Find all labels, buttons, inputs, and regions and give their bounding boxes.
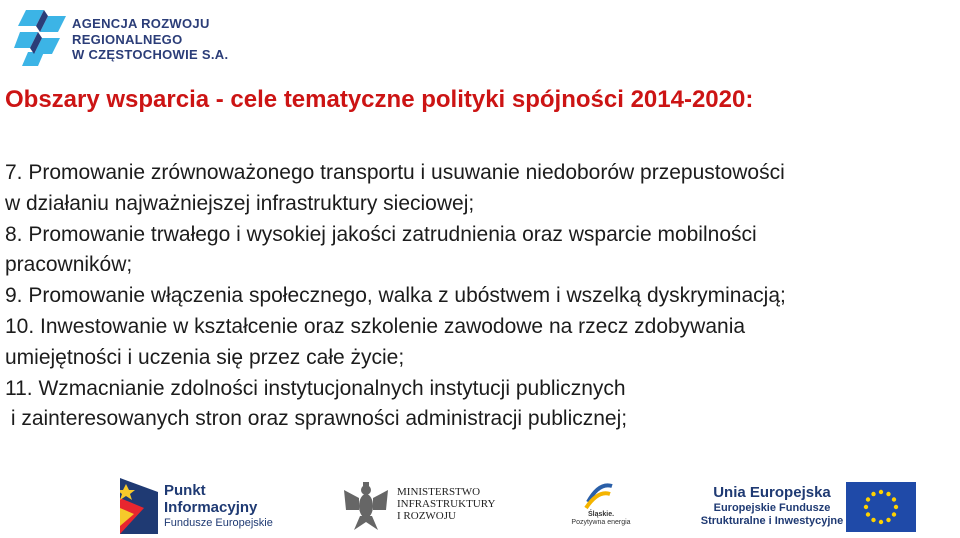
page-title: Obszary wsparcia - cele tematyczne polityki spójności 2014-2020: bbox=[5, 86, 754, 113]
punkt-line-3: Fundusze Europejskie bbox=[164, 517, 273, 529]
body-line: 11. Wzmacnianie zdolności instytucjonalnych instytucji publicznych bbox=[5, 376, 626, 400]
logo-line-3: W CZĘSTOCHOWIE S.A. bbox=[72, 47, 229, 62]
eu-line-1: Unia Europejska bbox=[713, 484, 831, 501]
body-line: 8. Promowanie trwałego i wysokiej jakości zatrudnienia oraz wsparcie mobilności bbox=[5, 222, 757, 246]
slaskie-icon bbox=[584, 482, 614, 510]
ministry-line-3: I ROZWOJU bbox=[397, 510, 456, 522]
eu-funds-text bbox=[698, 484, 846, 528]
ministry-text bbox=[397, 486, 495, 522]
ministry-line-1: MINISTERSTWO bbox=[397, 486, 481, 498]
eu-star-icon bbox=[886, 492, 890, 496]
body-line: i zainteresowanych stron oraz sprawności administracji publicznej; bbox=[5, 407, 628, 431]
punkt-informacyjny-text bbox=[164, 482, 273, 530]
eu-star-icon bbox=[892, 497, 896, 501]
slaskie-line-1: Śląskie. bbox=[587, 511, 615, 518]
eu-line-3: Strukturalne i Inwestycyjne bbox=[700, 515, 844, 527]
fundusze-europejskie-icon bbox=[120, 478, 158, 534]
logo-line-1: AGENCJA ROZWOJU bbox=[72, 16, 210, 31]
eu-star-icon bbox=[879, 520, 883, 524]
slaskie-line-2: Pozytywna energia bbox=[571, 519, 631, 526]
agency-logo-text bbox=[72, 16, 228, 63]
punkt-line-2: Informacyjny bbox=[164, 499, 258, 516]
body-line: 9. Promowanie włączenia społecznego, walka z ubóstwem i wszelką dyskryminacją; bbox=[5, 284, 786, 308]
eu-star-icon bbox=[886, 518, 890, 522]
body-line: 10. Inwestowanie w kształcenie oraz szkolenie zawodowe na rzecz zdobywania bbox=[5, 314, 746, 338]
logo-line-2: REGIONALNEGO bbox=[72, 31, 183, 47]
eu-star-icon bbox=[871, 492, 875, 496]
ministry-line-2: INFRASTRUKTURY bbox=[397, 498, 496, 510]
body-line: 7. Promowanie zrównoważonego transportu i usuwanie niedoborów przepustowości bbox=[5, 161, 785, 184]
eu-star-icon bbox=[879, 490, 883, 494]
eu-star-icon bbox=[894, 505, 898, 509]
body-line: umiejętności i uczenia się przez całe życie; bbox=[5, 345, 405, 369]
body-line: pracowników; bbox=[5, 253, 133, 277]
eu-line-2: Europejskie Fundusze bbox=[713, 502, 831, 514]
objectives-list bbox=[5, 158, 960, 435]
eu-star-icon bbox=[892, 512, 896, 516]
body-line: w działaniu najważniejszej infrastruktury sieciowej; bbox=[5, 191, 475, 215]
eu-flag-icon bbox=[846, 482, 916, 532]
eu-star-icon bbox=[866, 497, 870, 501]
eu-star-icon bbox=[866, 512, 870, 516]
eu-star-icon bbox=[864, 505, 868, 509]
polish-eagle-icon bbox=[344, 480, 388, 532]
slaskie-text bbox=[566, 511, 636, 527]
eu-star-icon bbox=[871, 518, 875, 522]
punkt-line-1: Punkt bbox=[164, 482, 206, 499]
